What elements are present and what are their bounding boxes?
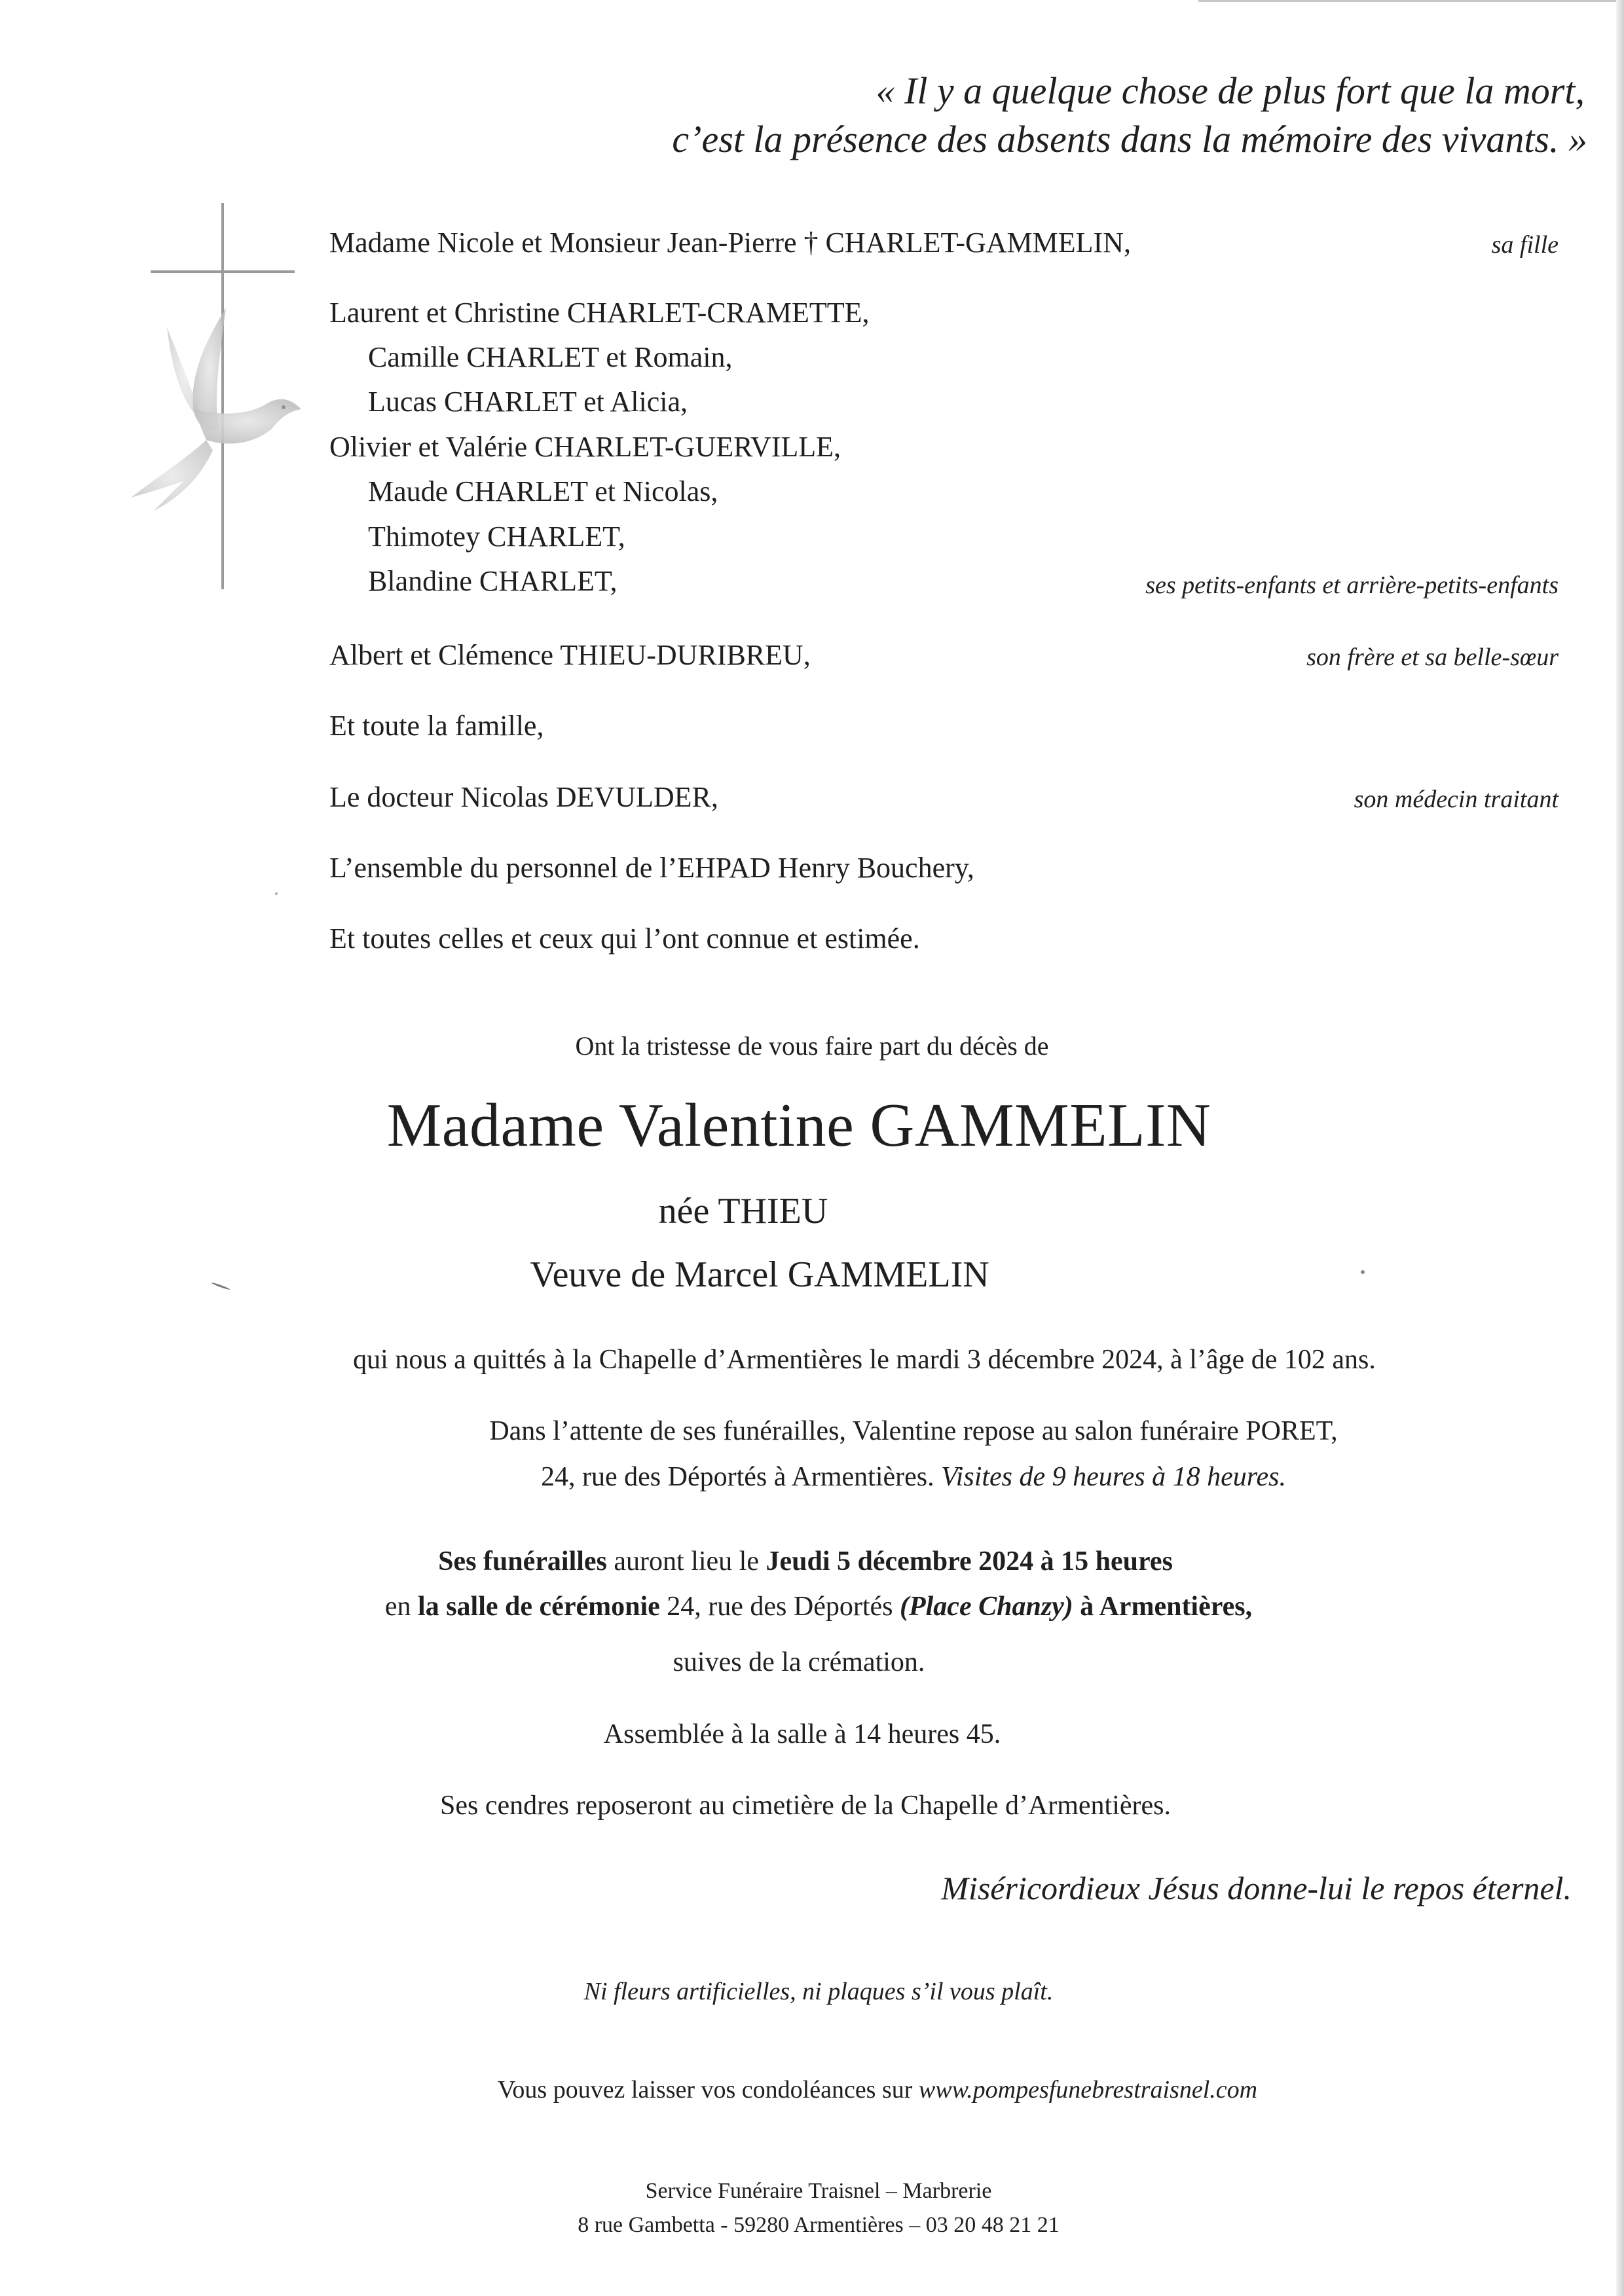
funeral-venue: la salle de cérémonie xyxy=(418,1592,660,1622)
scan-edge-right xyxy=(1616,0,1624,2296)
scan-edge-top xyxy=(1198,0,1624,2)
closing-prayer: Miséricordieux Jésus donne-lui le repos éternel. xyxy=(941,1870,1572,1906)
family-line: Et toutes celles et ceux qui l’ont connue et estimée. xyxy=(329,922,920,955)
ashes-location: Ses cendres reposeront au cimetière de la Chapelle d’Armentières. xyxy=(439,1791,1172,1821)
family-line: Blandine CHARLET, xyxy=(368,565,618,597)
family-line: Et toute la famille, xyxy=(329,710,544,742)
funeral-line-1 xyxy=(0,1546,1617,1577)
family-line: Olivier et Valérie CHARLET-GUERVILLE, xyxy=(329,431,841,463)
widow-of: Veuve de Marcel GAMMELIN xyxy=(530,1254,989,1295)
viewing-address: 24, rue des Déportés à Armentières. xyxy=(541,1462,934,1492)
condolences-text: Vous pouvez laisser vos condoléances sur xyxy=(497,2076,913,2104)
maiden-name: née THIEU xyxy=(658,1191,828,1231)
deceased-name: Madame Valentine GAMMELIN xyxy=(386,1091,1211,1159)
condolences-line xyxy=(65,2075,1624,2104)
epigraph-line-2: c’est la présence des absents dans la mémoire des vivants. » xyxy=(672,118,1587,160)
family-line: Camille CHARLET et Romain, xyxy=(368,341,733,373)
funeral-place: (Place Chanzy) xyxy=(900,1592,1073,1622)
relation-daughter: sa fille xyxy=(1491,231,1559,259)
family-line-brother: Albert et Clémence THIEU-DURIBREU, xyxy=(329,639,811,671)
family-line-daughter: Madame Nicole et Monsieur Jean-Pierre † CHARLET-GAMMELIN, xyxy=(329,227,1131,259)
scan-speck xyxy=(1361,1270,1365,1274)
family-line: L’ensemble du personnel de l’EHPAD Henry Bouchery, xyxy=(329,852,974,884)
funeral-city: à Armentières, xyxy=(1080,1592,1253,1622)
family-line: Lucas CHARLET et Alicia, xyxy=(368,386,688,418)
family-line: Laurent et Christine CHARLET-CRAMETTE, xyxy=(329,297,870,329)
family-line: Maude CHARLET et Nicolas, xyxy=(368,475,718,507)
dove-icon xyxy=(128,295,311,517)
funeral-cremation: suives de la crémation. xyxy=(673,1647,925,1677)
assembly-time: Assemblée à la salle à 14 heures 45. xyxy=(603,1719,1001,1749)
death-details: qui nous a quittés à la Chapelle d’Armentières le mardi 3 décembre 2024, à l’âge de 102 ans. xyxy=(353,1345,1376,1375)
family-line-doctor: Le docteur Nicolas DEVULDER, xyxy=(329,781,718,813)
funeral-label: Ses funérailles xyxy=(438,1546,607,1576)
flowers-note: Ni fleurs artificielles, ni plaques s’il vous plaît. xyxy=(583,1978,1054,2005)
viewing-line-1: Dans l’attente de ses funérailles, Valentine repose au salon funéraire PORET, xyxy=(489,1416,1338,1446)
relation-grandchildren: ses petits-enfants et arrière-petits-enfants xyxy=(1145,572,1559,599)
epigraph-line-1: « Il y a quelque chose de plus fort que la mort, xyxy=(876,69,1585,112)
relation-brother: son frère et sa belle-sœur xyxy=(1306,644,1559,671)
funeral-address: 24, rue des Déportés xyxy=(667,1592,893,1622)
footer-company: Service Funéraire Traisnel – Marbrerie xyxy=(645,2179,992,2203)
viewing-line-2 xyxy=(101,1461,1624,1493)
funeral-line-2 xyxy=(7,1591,1624,1622)
funeral-en: en xyxy=(384,1592,411,1622)
relation-doctor: son médecin traitant xyxy=(1354,786,1559,813)
footer-address: 8 rue Gambetta - 59280 Armentières – 03 20 48 21 21 xyxy=(578,2213,1060,2237)
viewing-hours: Visites de 9 heures à 18 heures. xyxy=(941,1462,1286,1492)
announcement-intro: Ont la tristesse de vous faire part du décès de xyxy=(575,1031,1049,1061)
family-line: Thimotey CHARLET, xyxy=(368,520,625,553)
condolences-link[interactable]: www.pompesfunebrestraisnel.com xyxy=(918,2076,1258,2104)
funeral-date: Jeudi 5 décembre 2024 à 15 heures xyxy=(766,1546,1173,1576)
funeral-text: auront lieu le xyxy=(614,1546,759,1576)
scan-speck xyxy=(275,892,278,895)
